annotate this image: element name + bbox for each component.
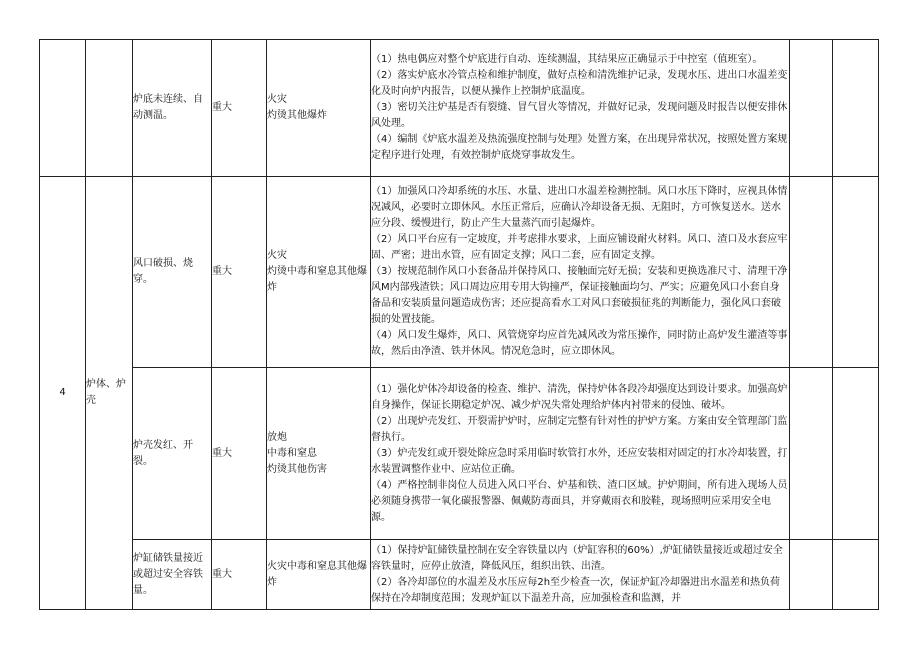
part-cell: [86, 40, 133, 177]
measure-item: （4）编制《炉底水温差及热流强度控制与处理》处置方案，在出现异常状况，按照处置方案规定程序进行处理，有效控制炉底烧穿事故发生。: [371, 134, 788, 161]
blank-cell: [833, 540, 879, 610]
measure-item: （3）密切关注炉基是否有裂缝、冒气冒火等情况，并做好记录，发现问题及时报告以便安排休风处理。: [371, 102, 788, 129]
blank-cell: [790, 177, 833, 368]
measure-item: （4）严格控制非岗位人员进入风口平台、炉基和铁、渣口区域。护炉期间，所有进入现场人员必须随身携带一氧化碳报警器、佩戴防毒面具，并穿戴雨衣和胶鞋，现场照明应采用安全电源。: [371, 479, 788, 523]
risk-cell: 炉底未连续、自动测温。: [133, 40, 212, 177]
accident-type: 放炮: [267, 431, 287, 443]
risk-table: [39, 39, 879, 610]
measure-item: （1）保持炉缸储铁量控制在安全容铁量以内（炉缸容积的60%）,炉缸储铁量接近或超过安全容铁量时，应停止放渣，降低风压，组织出铁、出渣。: [371, 544, 783, 572]
measure-item: （2）风口平台应有一定坡度，并考虑排水要求，上面应铺设耐火材料。风口、渣口及水套应牢固、严密；进出水管，应有固定支撑；风口二套，应有固定支撑。: [371, 234, 788, 261]
measure-item: （1）热电偶应对整个炉底进行自动、连续测温，其结果应正确显示于中控室（值班室）。: [371, 54, 763, 65]
measure-item: （1）加强风口冷却系统的水压、水量、进出口水温差检测控制。风口水压下降时，应视具体情况减风，必要时立即休风。水压正常后，应确认冷却设备无损、无阻时，方可恢复送水。送水应分段、缓慢进行，防止产生大量蒸汽而引起爆炸。: [371, 186, 788, 229]
table-row: [40, 40, 879, 177]
accident-type: 火灾中毒和窒息其他爆炸: [267, 560, 367, 588]
control-measures: [371, 368, 790, 540]
section-part: 炉体、炉壳: [86, 177, 133, 610]
risk-cell: 炉缸储铁量接近或超过安全容铁量。: [133, 540, 212, 610]
risk-cell: 炉壳发红、开裂。: [133, 368, 212, 540]
control-measures: [371, 177, 790, 368]
measure-item: （3）炉壳发红或开裂处除应急时采用临时软管打水外，还应安装相对固定的打水冷却装置，打水装置调整作业中、应站位正确。: [371, 447, 788, 475]
risk-level: 重大: [212, 177, 267, 368]
table-row: [40, 177, 879, 368]
control-measures: [371, 540, 790, 610]
measure-item: （3）按规范制作风口小套备品并保持风口、接触面完好无损；安装和更换选准尺寸、清理干净风M内部残渣铁；风口周边应用专用大钩撞严，保证接触面均匀、严实；应避免风口小套自身备品和安装质量问题造成伤害；还应提高看水工对风口套破损征兆的判断能力，强化风口套破损的处置技能。: [371, 266, 788, 325]
blank-cell: [833, 40, 879, 177]
blank-cell: [790, 368, 833, 540]
measure-item: （4）风口发生爆炸，风口、风管烧穿均应首先减风改为常压操作，同时防止高炉发生灌渣等事故，然后由净渣、铁并休风。情况危急时，应立即休风。: [371, 330, 788, 357]
accident-types: [267, 368, 371, 540]
risk-level: 重大: [212, 40, 267, 177]
accident-types: [267, 40, 371, 177]
control-measures: [371, 40, 790, 177]
accident-type: 火灾: [267, 250, 287, 261]
no-cell: [40, 40, 86, 177]
blank-cell: [790, 540, 833, 610]
accident-type: 灼烫中毒和窒息其他爆炸: [267, 266, 367, 293]
measure-item: （1）强化炉体冷却设备的检查、维护、清洗，保持炉体各段冷却强度达到设计要求。加强高炉自身操作，保证长期稳定炉况、减少炉况失常处理给炉体内衬带来的侵蚀、破坏。: [371, 383, 788, 411]
risk-cell: 风口破损、烧穿。: [133, 177, 212, 368]
blank-cell: [833, 177, 879, 368]
blank-cell: [833, 368, 879, 540]
accident-type: 中毒和窒息: [267, 447, 317, 459]
measure-item: （2）出现炉壳发红、开裂需护炉时，应制定完整有针对性的护炉方案。方案由安全管理部门监督执行。: [371, 415, 788, 443]
accident-types: [267, 540, 371, 610]
accident-type: 灼烫其他伤害: [267, 463, 327, 475]
blank-cell: [790, 40, 833, 177]
measure-item: （2）各冷却部位的水温差及水压应每2h至少检查一次，保证炉缸冷却器进出水温差和热负荷保持在冷却制度范围；发现炉缸以下温差升高，应加强检查和监测，并: [371, 576, 781, 604]
accident-type: 火灾: [267, 94, 287, 105]
risk-level: 重大: [212, 540, 267, 610]
measure-item: （2）落实炉底水冷管点检和维护制度，做好点检和清洗维护记录，发现水压、进出口水温差变化及时向炉内报告，以便从操作上控制炉底温度。: [371, 70, 788, 97]
accident-types: [267, 177, 371, 368]
risk-level: 重大: [212, 368, 267, 540]
section-number: 4: [40, 177, 86, 610]
table-row: [40, 368, 879, 540]
accident-type: 灼烫其他爆炸: [267, 110, 327, 121]
table-row: [40, 540, 879, 610]
